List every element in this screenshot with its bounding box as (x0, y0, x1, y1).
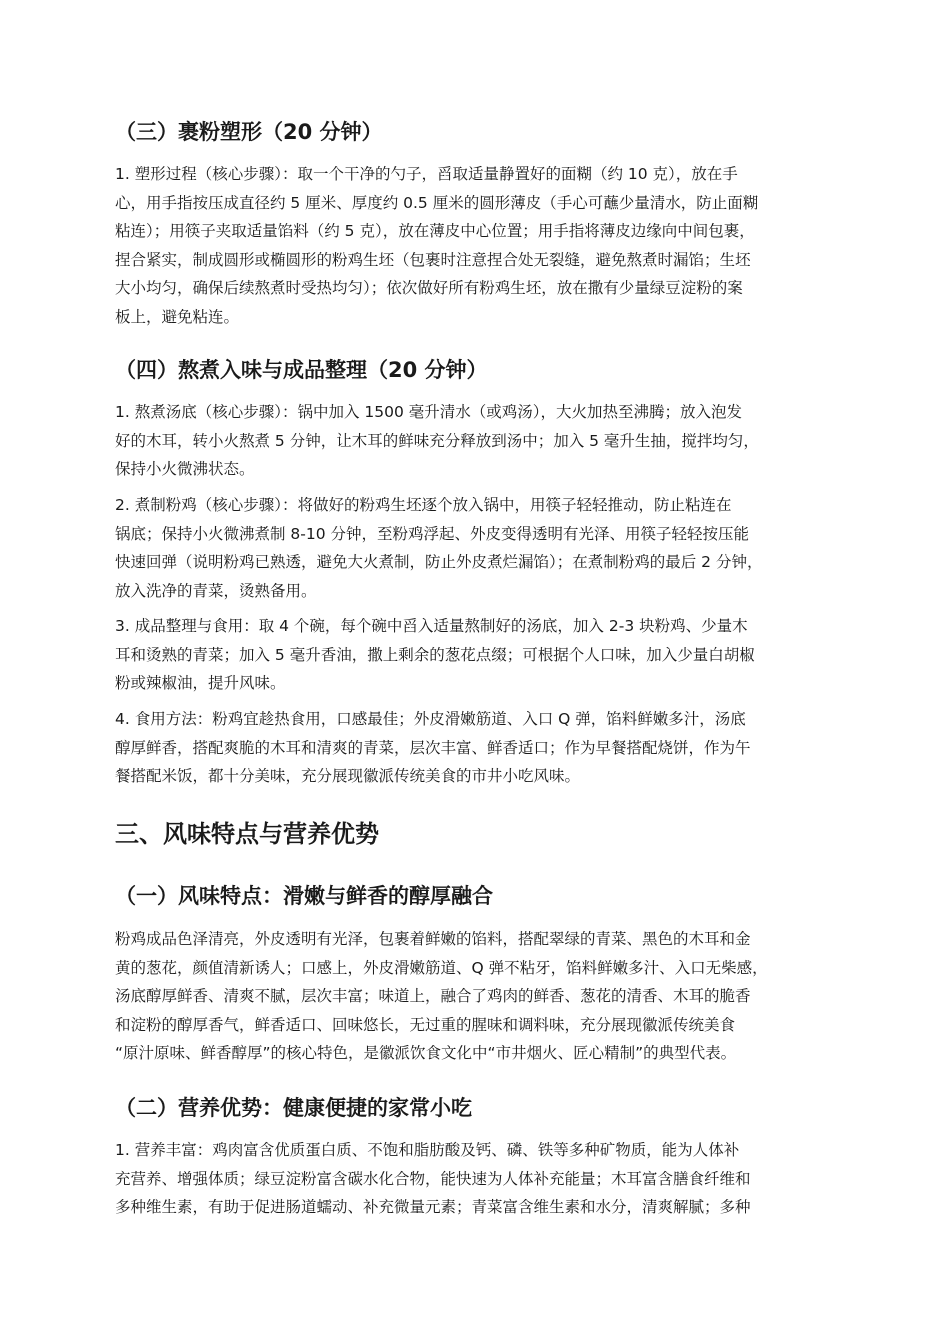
text-line: 黄的葱花，颜值清新诱人；口感上，外皮滑嫩筋道、Q 弹不粘牙，馅料鲜嫩多汁、入口无柴感， (115, 958, 768, 977)
text-line: 心，用手指按压成直径约 5 厘米、厚度约 0.5 厘米的圆形薄皮（手心可蘸少量清水，防止面糊 (115, 193, 759, 212)
paragraph-broth (115, 398, 847, 484)
text-line: 4. 食用方法：粉鸡宜趁热食用，口感最佳；外皮滑嫩筋道、入口 Q 弹，馅料鲜嫩多汁，汤底 (115, 710, 746, 728)
text-line: 锅底；保持小火微沸煮制 8-10 分钟，至粉鸡浮起、外皮变得透明有光泽、用筷子轻轻按压能 (115, 524, 750, 543)
text-line: 放入洗净的青菜，烫熟备用。 (115, 581, 317, 600)
paragraph-cooking (115, 491, 847, 605)
text-line: 板上，避免粘连。 (115, 307, 240, 326)
text-line: 多种维生素，有助于促进肠道蠕动、补充微量元素；青菜富含维生素和水分，清爽解腻；多种 (115, 1198, 751, 1217)
text-line: 捏合紧实，制成圆形或椭圆形的粉鸡生坯（包裹时注意捏合处无裂缝，避免熬煮时漏馅；生坯 (115, 250, 751, 269)
text-line: 快速回弹（说明粉鸡已熟透，避免大火煮制，防止外皮煮烂漏馅）；在煮制粉鸡的最后 2 分钟， (115, 553, 763, 572)
nutrition-heading: （二）营养优势：健康便捷的家常小吃 (115, 1096, 472, 1120)
text-line: 粉鸡成品色泽清亮，外皮透明有光泽，包裹着鲜嫩的馅料，搭配翠绿的青菜、黑色的木耳和金 (115, 930, 751, 948)
section-heading-4: （四）熬煮入味与成品整理（20 分钟） (115, 358, 488, 382)
paragraph-nutrition (115, 1136, 847, 1222)
text-line: 粘连）；用筷子夹取适量馅料（约 5 克），放在薄皮中心位置；用手指将薄皮边缘向中间包裹， (115, 222, 755, 241)
text-line: 充营养、增强体质；绿豆淀粉富含碳水化合物，能快速为人体补充能量；木耳富含膳食纤维和 (115, 1169, 751, 1188)
text-line: 耳和烫熟的青菜；加入 5 毫升香油，撒上剩余的葱花点缀；可根据个人口味，加入少量白胡椒 (115, 645, 755, 664)
paragraph-flavor (115, 925, 847, 1068)
text-line: 大小均匀，确保后续熬煮时受热均匀）；依次做好所有粉鸡生坯，放在撒有少量绿豆淀粉的案 (115, 279, 743, 298)
text-line: 2. 煮制粉鸡（核心步骤）：将做好的粉鸡生坯逐个放入锅中，用筷子轻轻推动，防止粘连在 (115, 496, 732, 514)
text-line: 醇厚鲜香，搭配爽脆的木耳和清爽的青菜，层次丰富、鲜香适口；作为早餐搭配烧饼，作为午 (115, 738, 751, 757)
text-line: 餐搭配米饭，都十分美味，充分展现徽派传统美食的市井小吃风味。 (115, 767, 581, 786)
text-line: 保持小火微沸状态。 (115, 460, 255, 479)
text-line: 粉或辣椒油，提升风味。 (115, 674, 286, 693)
text-line: 和淀粉的醇厚香气，鲜香适口、回味悠长，无过重的腥味和调料味，充分展现徽派传统美食 (115, 1015, 736, 1034)
section-heading-3: （三）裹粉塑形（20 分钟） (115, 120, 383, 144)
text-line: 1. 熬煮汤底（核心步骤）：锅中加入 1500 毫升清水（或鸡汤），大火加热至沸腾；放入泡发 (115, 403, 743, 421)
part-heading-3: 三、风味特点与营养优势 (115, 820, 379, 848)
text-line: 1. 营养丰富：鸡肉富含优质蛋白质、不饱和脂肪酸及钙、磷、铁等多种矿物质，能为人体补 (115, 1141, 740, 1159)
text-line: 好的木耳，转小火熬煮 5 分钟，让木耳的鲜味充分释放到汤中；加入 5 毫升生抽，搅拌均匀， (115, 431, 759, 450)
paragraph-serving (115, 705, 847, 791)
paragraph-plating (115, 612, 847, 698)
text-line: 3. 成品整理与食用：取 4 个碗，每个碗中舀入适量熬制好的汤底，加入 2-3 块粉鸡、少量木 (115, 617, 748, 635)
text-line: 汤底醇厚鲜香、清爽不腻，层次丰富；味道上，融合了鸡肉的鲜香、葱花的清香、木耳的脆香 (115, 987, 751, 1006)
text-line: “原汁原味、鲜香醇厚”的核心特色，是徽派饮食文化中“市井烟火、匠心精制”的典型代表。 (115, 1044, 737, 1063)
paragraph-shaping (115, 160, 847, 332)
text-line: 1. 塑形过程（核心步骤）：取一个干净的勺子，舀取适量静置好的面糊（约 10 克），放在手 (115, 165, 738, 183)
flavor-heading: （一）风味特点：滑嫩与鲜香的醇厚融合 (115, 884, 493, 908)
